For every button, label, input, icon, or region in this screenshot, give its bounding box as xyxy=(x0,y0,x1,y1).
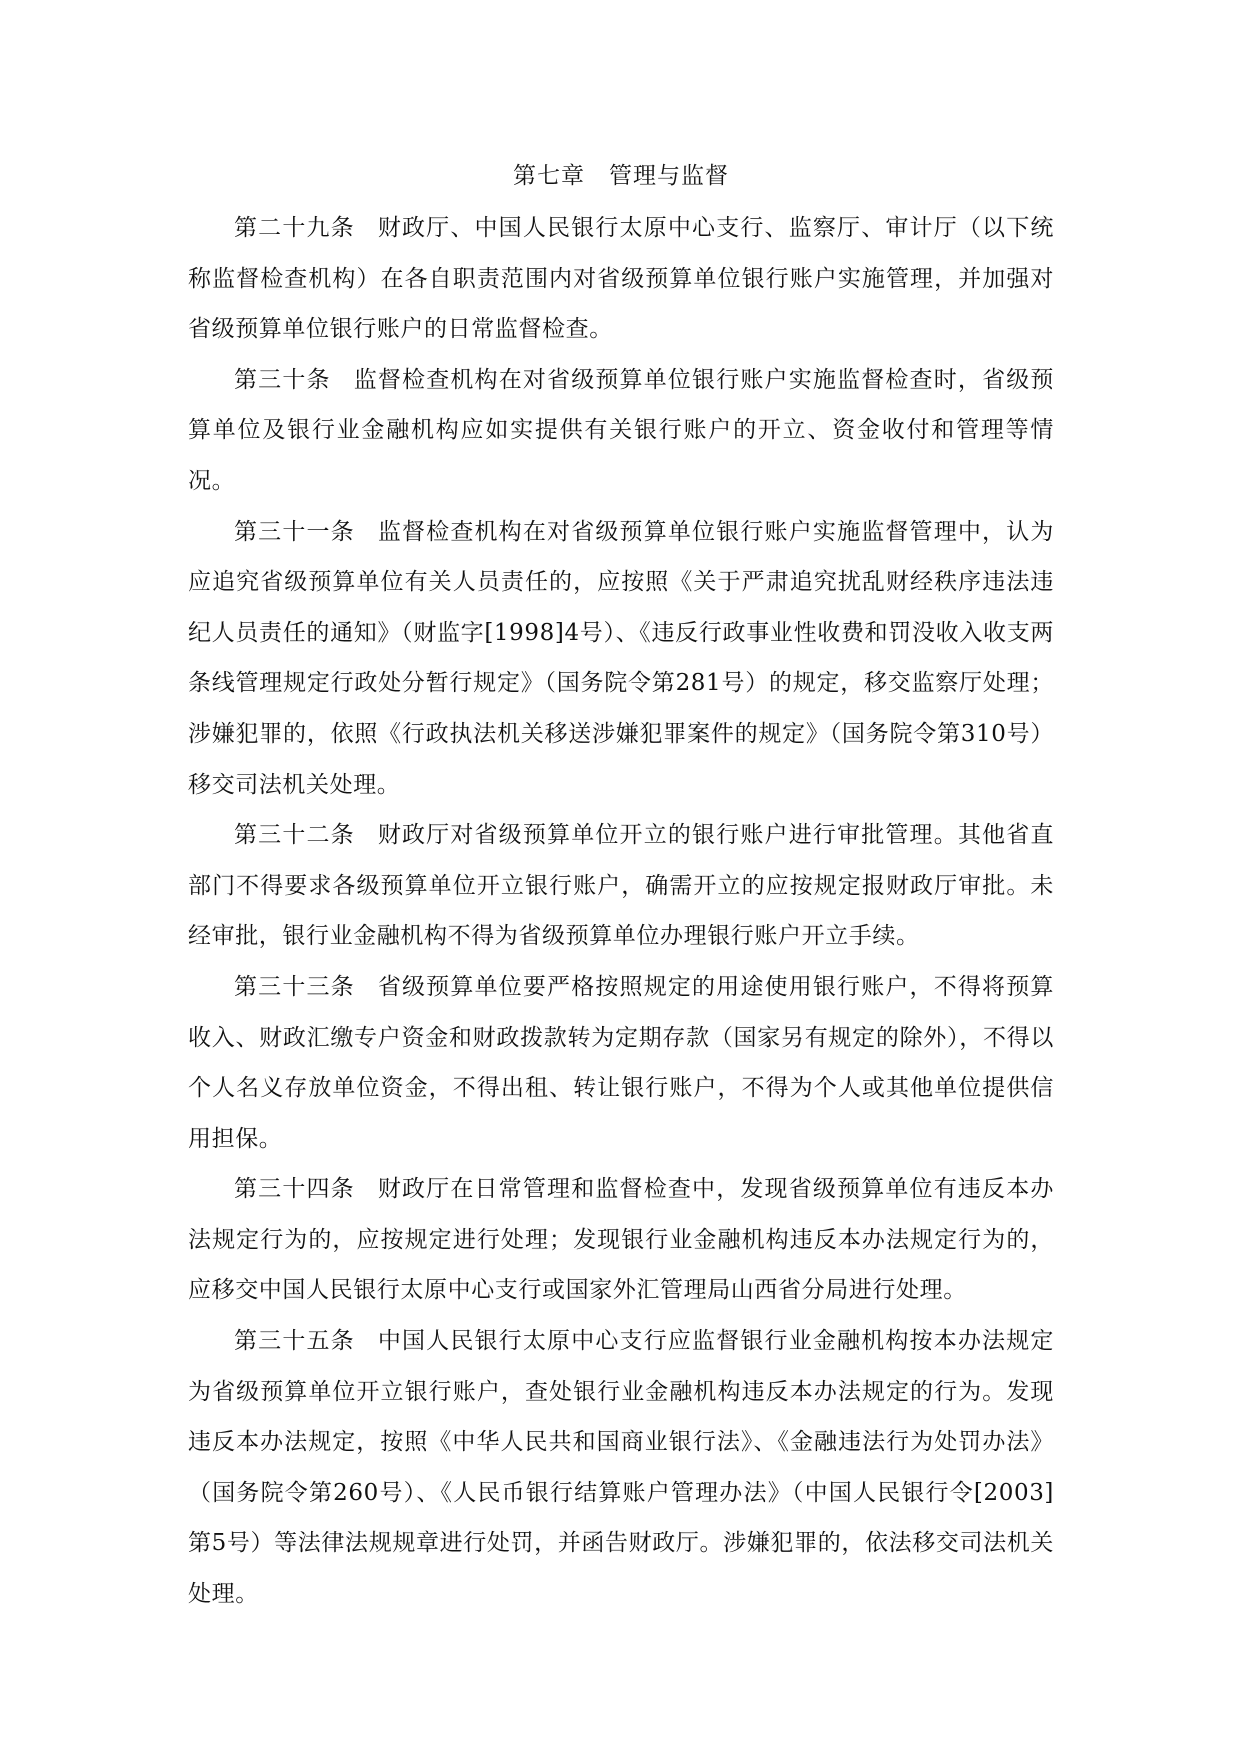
article-number: 第三十条 xyxy=(234,366,331,393)
article-number: 第三十四条 xyxy=(234,1176,355,1203)
article-text: 省级预算单位要严格按照规定的用途使用银行账户，不得将预算收入、财政汇缴专户资金和财政拨款转为定期存款（国家另有规定的除外），不得以个人名义存放单位资金，不得出租、转让银行账户，不得为个人或其他单位提供信用担保。 xyxy=(188,973,1054,1152)
article-text: 监督检查机构在对省级预算单位银行账户实施监督检查时，省级预算单位及银行业金融机构应如实提供有关银行账户的开立、资金收付和管理等情况。 xyxy=(188,366,1055,494)
article-number: 第三十一条 xyxy=(234,518,355,545)
article-number: 第二十九条 xyxy=(234,215,355,241)
article-35 xyxy=(188,1316,1054,1620)
article-number: 第三十二条 xyxy=(234,822,355,849)
document-body xyxy=(188,152,1054,1620)
article-text: 中国人民银行太原中心支行应监督银行业金融机构按本办法规定为省级预算单位开立银行账户，查处银行业金融机构违反本办法规定的行为。发现违反本办法规定，按照《中华人民共和国商业银行法》、《金融违法行为处罚办法》（国务院令第260号）、《人民币银行结算账户管理办法》（中国人民银行令[2003]第5号）等法律法规规章进行处罚，并函告财政厅。涉嫌犯罪的，依法移交司法机关处理。 xyxy=(188,1328,1054,1608)
article-30 xyxy=(188,355,1054,507)
article-text: 财政厅对省级预算单位开立的银行账户进行审批管理。其他省直部门不得要求各级预算单位开立银行账户，确需开立的应按规定报财政厅审批。未经审批，银行业金融机构不得为省级预算单位办理银行账户开立手续。 xyxy=(188,822,1054,950)
article-34 xyxy=(188,1164,1054,1316)
article-31 xyxy=(188,507,1054,811)
article-33 xyxy=(188,962,1054,1164)
article-text: 财政厅在日常管理和监督检查中，发现省级预算单位有违反本办法规定行为的，应按规定进行处理；发现银行业金融机构违反本办法规定行为的，应移交中国人民银行太原中心支行或国家外汇管理局山西省分局进行处理。 xyxy=(188,1176,1054,1304)
article-number: 第三十五条 xyxy=(234,1328,355,1355)
article-32 xyxy=(188,810,1054,962)
article-number: 第三十三条 xyxy=(234,973,355,1000)
article-text: 财政厅、中国人民银行太原中心支行、监察厅、审计厅（以下统称监督检查机构）在各自职责范围内对省级预算单位银行账户实施管理，并加强对省级预算单位银行账户的日常监督检查。 xyxy=(188,215,1054,343)
article-text: 监督检查机构在对省级预算单位银行账户实施监督管理中，认为应追究省级预算单位有关人员责任的，应按照《关于严肃追究扰乱财经秩序违法违纪人员责任的通知》（财监字[1998]4号）、《违反行政事业性收费和罚没收入收支两条线管理规定行政处分暂行规定》（国务院令第281号）的规定，移交监察厅处理；涉嫌犯罪的，依照《行政执法机关移送涉嫌犯罪案件的规定》（国务院令第310号）移交司法机关处理。 xyxy=(188,518,1054,798)
article-29 xyxy=(188,203,1054,355)
chapter-title: 第七章 管理与监督 xyxy=(513,163,729,189)
